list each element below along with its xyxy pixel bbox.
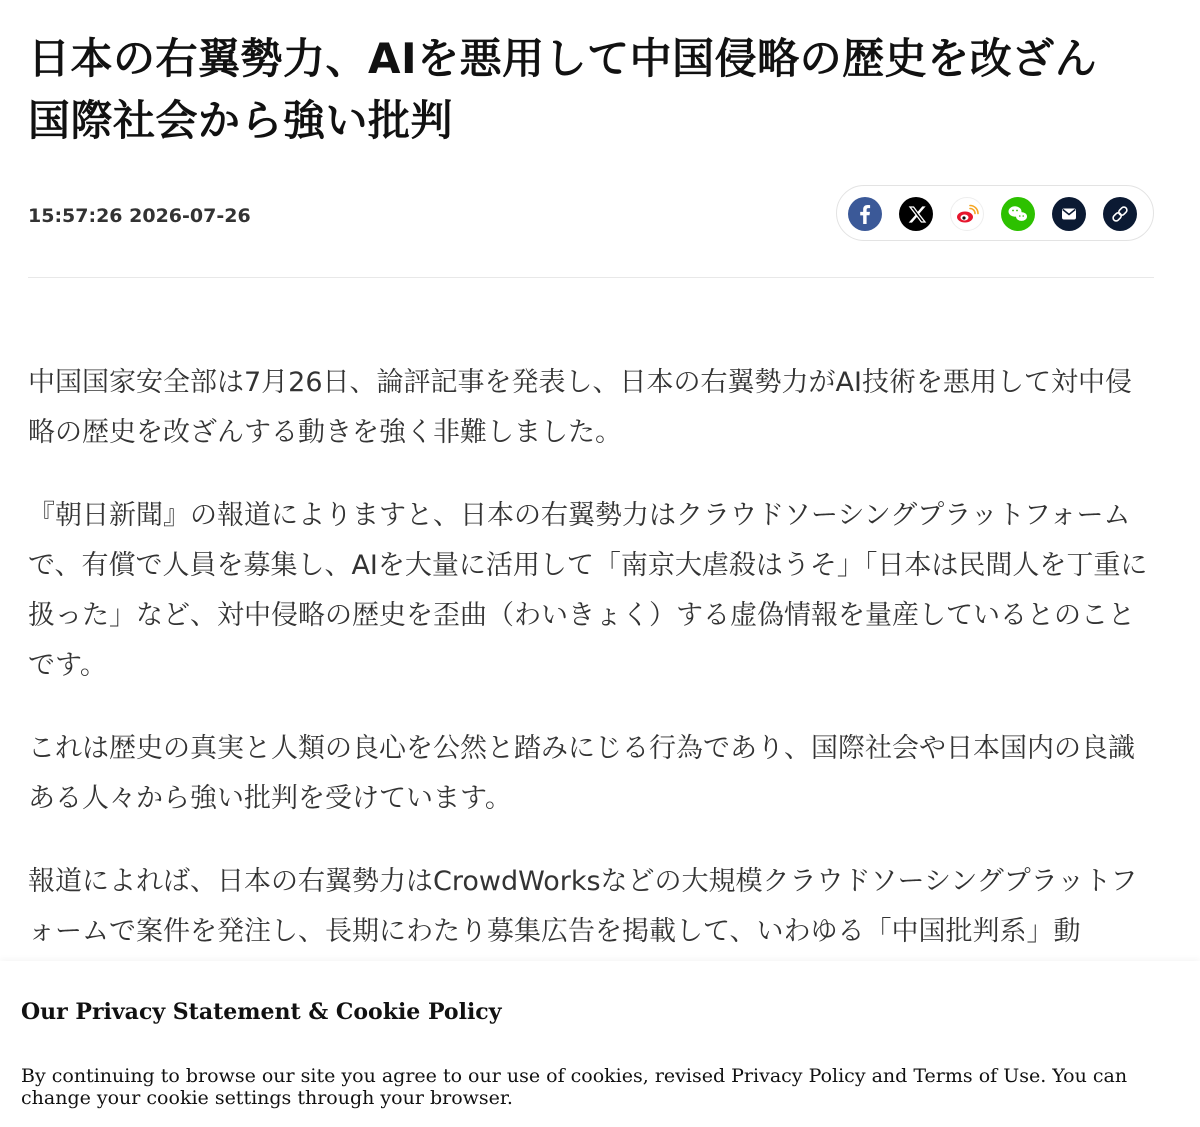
share-weibo-button[interactable] — [950, 197, 984, 231]
header-divider — [28, 277, 1154, 278]
share-copy-link-button[interactable] — [1103, 197, 1137, 231]
share-email-button[interactable] — [1052, 197, 1086, 231]
share-x-button[interactable] — [899, 197, 933, 231]
wechat-icon — [1001, 197, 1035, 231]
link-icon — [1103, 197, 1137, 231]
headline-line-2: 国際社会から強い批判 — [28, 96, 454, 145]
weibo-icon — [951, 198, 983, 230]
mail-icon — [1052, 197, 1086, 231]
article-headline — [28, 28, 1154, 152]
article-meta — [28, 185, 1154, 243]
cookie-banner-title: Our Privacy Statement & Cookie Policy — [21, 999, 502, 1025]
x-icon — [899, 197, 933, 231]
article-body — [28, 358, 1154, 990]
cookie-banner-text: By continuing to browse our site you agree to our use of cookies, revised Privacy Policy and Terms of Use. You can change your cookie settings through your browser. — [21, 1065, 1128, 1109]
headline-line-1: 日本の右翼勢力、AIを悪用して中国侵略の歴史を改ざん — [28, 34, 1098, 83]
article-paragraph: 中国国家安全部は7月26日、論評記事を発表し、日本の右翼勢力がAI技術を悪用して対中侵略の歴史を改ざんする動きを強く非難しました。 — [28, 367, 1132, 448]
article — [28, 0, 1154, 947]
cookie-banner — [0, 961, 1200, 1127]
share-wechat-button[interactable] — [1001, 197, 1035, 231]
share-facebook-button[interactable] — [848, 197, 882, 231]
share-bar — [836, 185, 1154, 241]
article-paragraph: 報道によれば、日本の右翼勢力はCrowdWorksなどの大規模クラウドソーシングプラットフォームで案件を発注し、長期にわたり募集広告を掲載して、いわゆる「中国批判系」動 — [28, 866, 1138, 947]
publish-timestamp: 15:57:26 2026-07-26 — [28, 205, 251, 227]
article-paragraph: これは歴史の真実と人類の良心を公然と踏みにじる行為であり、国際社会や日本国内の良識ある人々から強い批判を受けています。 — [28, 733, 1135, 814]
facebook-icon — [848, 197, 882, 231]
article-paragraph: 『朝日新聞』の報道によりますと、日本の右翼勢力はクラウドソーシングプラットフォームで、有償で人員を募集し、AIを大量に活用して「南京大虐殺はうそ」「日本は民間人を丁重に扱った」など、対中侵略の歴史を歪曲（わいきょく）する虚偽情報を量産しているとのことです。 — [28, 500, 1148, 681]
